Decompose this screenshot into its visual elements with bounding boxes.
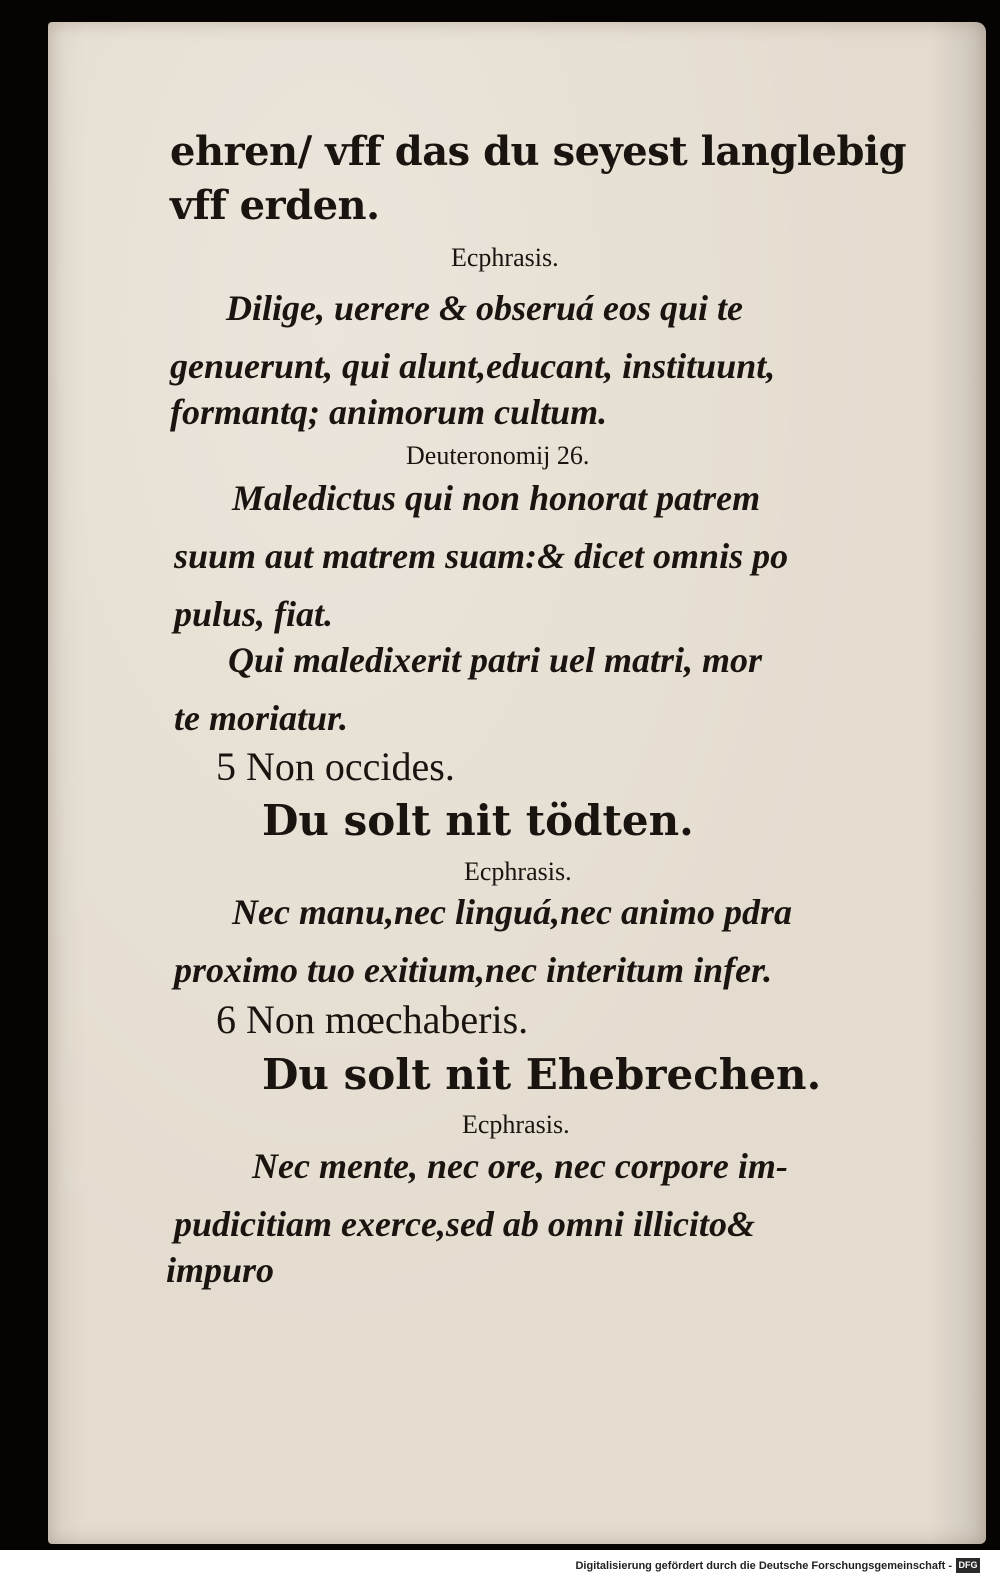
commandment-german: Du solt nit Ehebrechen. <box>262 1050 822 1099</box>
text-line: suum aut matrem suam:& dicet omnis po <box>174 536 789 576</box>
text-line: pudicitiam exerce,sed ab omni illicito& <box>174 1204 755 1244</box>
text-line: Nec manu,nec linguá,nec animo pdra <box>232 892 793 932</box>
funding-credit: Digitalisierung gefördert durch die Deutsche Forschungsgemeinschaft - <box>575 1560 952 1572</box>
commandment-heading: 5 Non occides. <box>216 744 455 789</box>
book-page <box>48 22 986 1544</box>
text-line: Maledictus qui non honorat patrem <box>232 478 761 518</box>
dfg-logo: DFG <box>956 1558 980 1573</box>
text-line: genuerunt, qui alunt,educant, instituunt, <box>170 346 776 386</box>
section-heading: Ecphrasis. <box>462 1110 570 1139</box>
text-line: ehren/ vff das du seyest langlebig <box>170 128 907 175</box>
text-line: pulus, fiat. <box>174 594 334 634</box>
text-line: te moriatur. <box>174 698 349 738</box>
text-line: proximo tuo exitium,nec interitum infer. <box>174 950 773 990</box>
commandment-heading: 6 Non mœchaberis. <box>216 997 529 1042</box>
text-line: vff erden. <box>170 182 380 229</box>
text-line: Dilige, uerere & obseruá eos qui te <box>226 288 743 328</box>
footer-bar <box>0 1550 1000 1585</box>
catchword: impuro <box>166 1250 275 1290</box>
text-line: Nec mente, nec ore, nec corpore im- <box>252 1146 788 1186</box>
section-heading: Ecphrasis. <box>464 857 572 886</box>
text-line: formantq; animorum cultum. <box>170 392 608 432</box>
commandment-german: Du solt nit tödten. <box>262 796 694 845</box>
text-line: Qui maledixerit patri uel matri, mor <box>228 640 763 680</box>
section-heading: Ecphrasis. <box>451 243 559 272</box>
section-heading: Deuteronomij 26. <box>406 441 590 470</box>
